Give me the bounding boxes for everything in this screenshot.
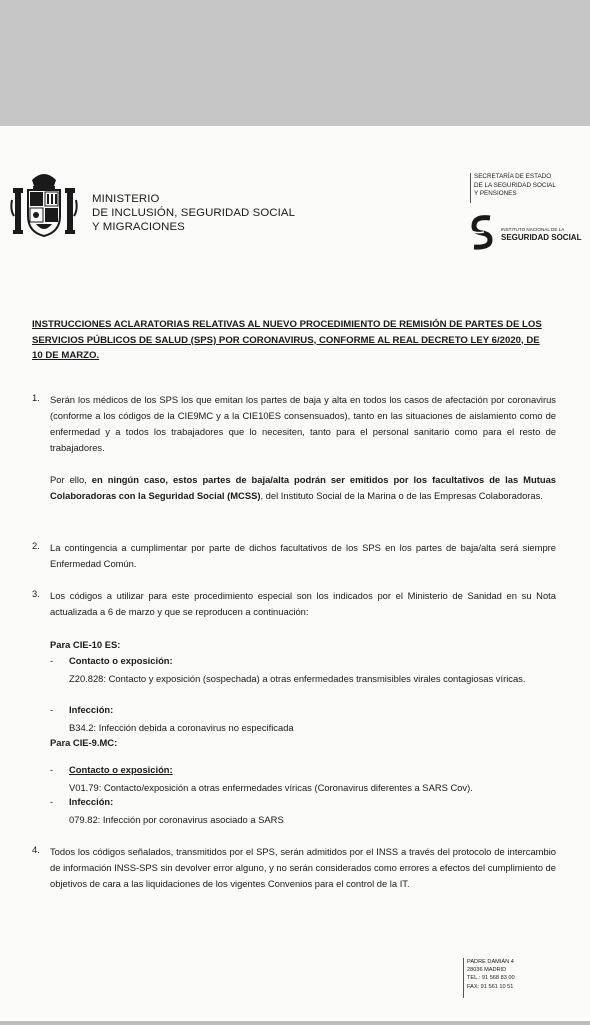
inss-small-text: INSTITUTO NACIONAL DE LA — [501, 227, 565, 232]
cie10-contact-label: Contacto o exposición: — [69, 655, 173, 666]
coat-of-arms-icon — [10, 170, 78, 242]
dash-marker: - — [50, 796, 54, 807]
secretaria-line-1: SECRETARÍA DE ESTADO — [474, 173, 552, 180]
cie10-header: Para CIE-10 ES: — [50, 639, 121, 650]
ministry-line-2: DE INCLUSIÓN, SEGURIDAD SOCIAL — [92, 207, 296, 219]
dash-marker: - — [50, 764, 54, 775]
item-number-1: 1. — [32, 392, 40, 403]
ministry-name — [92, 192, 295, 234]
item-4-text: Todos los códigos señalados, transmitidos por el SPS, serán admitidos por el INSS a través del protocolo de intercambio de información INSS-SPS sin devolver error alguno, y no serán considerados como errores a efectos del cumplimiento de objetivos de cara a las liquidaciones de los vigentes Convenios para el control de la IT. — [50, 846, 556, 889]
item-1-text: Serán los médicos de los SPS los que emitan los partes de baja y alta en todos los casos de afectación por coronavirus (conforme a los códigos de la CIE9MC y a la CIE10ES consensuados), tanto en las situaciones de aislamiento como de enfermedad y a todos los trabajadores que lo necesiten, tanto para el personal sanitario como para el resto de trabajadores. — [50, 394, 556, 453]
item-number-2: 2. — [32, 540, 40, 551]
cie10-infection-label: Infección: — [69, 704, 114, 715]
document-title: INSTRUCCIONES ACLARATORIAS RELATIVAS AL NUEVO PROCEDIMIENTO DE REMISIÓN DE PARTES DE LOS SERVICIOS PÚBLICOS DE SALUD (SPS) POR CORONAVIRUS, CONFORME AL REAL DECRETO LEY 6/2020, DE 10 DE MARZO. — [32, 319, 542, 361]
cie9-infection-label: Infección: — [69, 796, 114, 807]
secretaria-box — [470, 173, 582, 203]
item-number-4: 4. — [32, 844, 40, 855]
item-1b-end: , del Instituto Social de la Marina o de las Empresas Colaboradoras. — [260, 490, 543, 501]
item-3-text: Los códigos a utilizar para este procedimiento especial son los indicados por el Ministerio de Sanidad en su Nota actualizada a 6 de marzo y que se reproducen a continuación: — [50, 590, 556, 617]
footer-address — [463, 958, 515, 998]
inss-big-text: SEGURIDAD SOCIAL — [501, 233, 582, 242]
cie9-contact-code: V01.79: Contacto/exposición a otras enfermedades víricas (Coronavirus diferentes a SARS Cov). — [69, 782, 473, 793]
top-background — [0, 0, 590, 126]
dash-marker: - — [50, 704, 54, 715]
ministry-line-3: Y MIGRACIONES — [92, 221, 185, 233]
secretaria-line-3: Y PENSIONES — [474, 190, 517, 198]
inss-logo-icon — [468, 214, 498, 252]
item-2-text: La contingencia a cumplimentar por parte de dichos facultativos de los SPS en los partes de baja/alta será siempre Enfermedad Común. — [50, 542, 556, 569]
cie10-infection-code: B34.2: Infección debida a coronavirus no especificada — [69, 722, 294, 733]
cie10-contact-code: Z20.828: Contacto y exposición (sospechada) a otras enfermedades transmisibles virales contagiosas víricas. — [69, 673, 526, 684]
dash-marker: - — [50, 655, 54, 666]
address-line-4: FAX: 91 561 10 51 — [467, 983, 514, 990]
cie9-infection-code: 079.82: Infección por coronavirus asociado a SARS — [69, 814, 284, 825]
item-1b-bold: en ningún caso, estos partes de baja/alta podrán ser emitidos por los facultativos de las Mutuas Colaboradoras con la Seguridad Social (MCSS) — [50, 474, 556, 501]
item-number-3: 3. — [32, 588, 40, 599]
inss-wordmark — [501, 227, 581, 242]
document-page — [0, 126, 590, 1021]
item-1-paragraph-2 — [50, 472, 556, 504]
ministry-line-1: MINISTERIO — [92, 193, 160, 205]
bottom-background — [0, 1021, 590, 1025]
address-line-3: TEL.: 91 568 83 00 — [467, 975, 515, 982]
address-line-1: PADRE DAMIÁN 4 — [467, 959, 514, 965]
secretaria-line-2: DE LA SEGURIDAD SOCIAL — [474, 181, 556, 189]
cie9-header: Para CIE-9.MC: — [50, 737, 118, 748]
cie9-contact-label: Contacto o exposición: — [69, 764, 173, 775]
item-1b-start: Por ello, — [50, 474, 92, 485]
address-line-2: 28036 MADRID — [467, 967, 507, 974]
